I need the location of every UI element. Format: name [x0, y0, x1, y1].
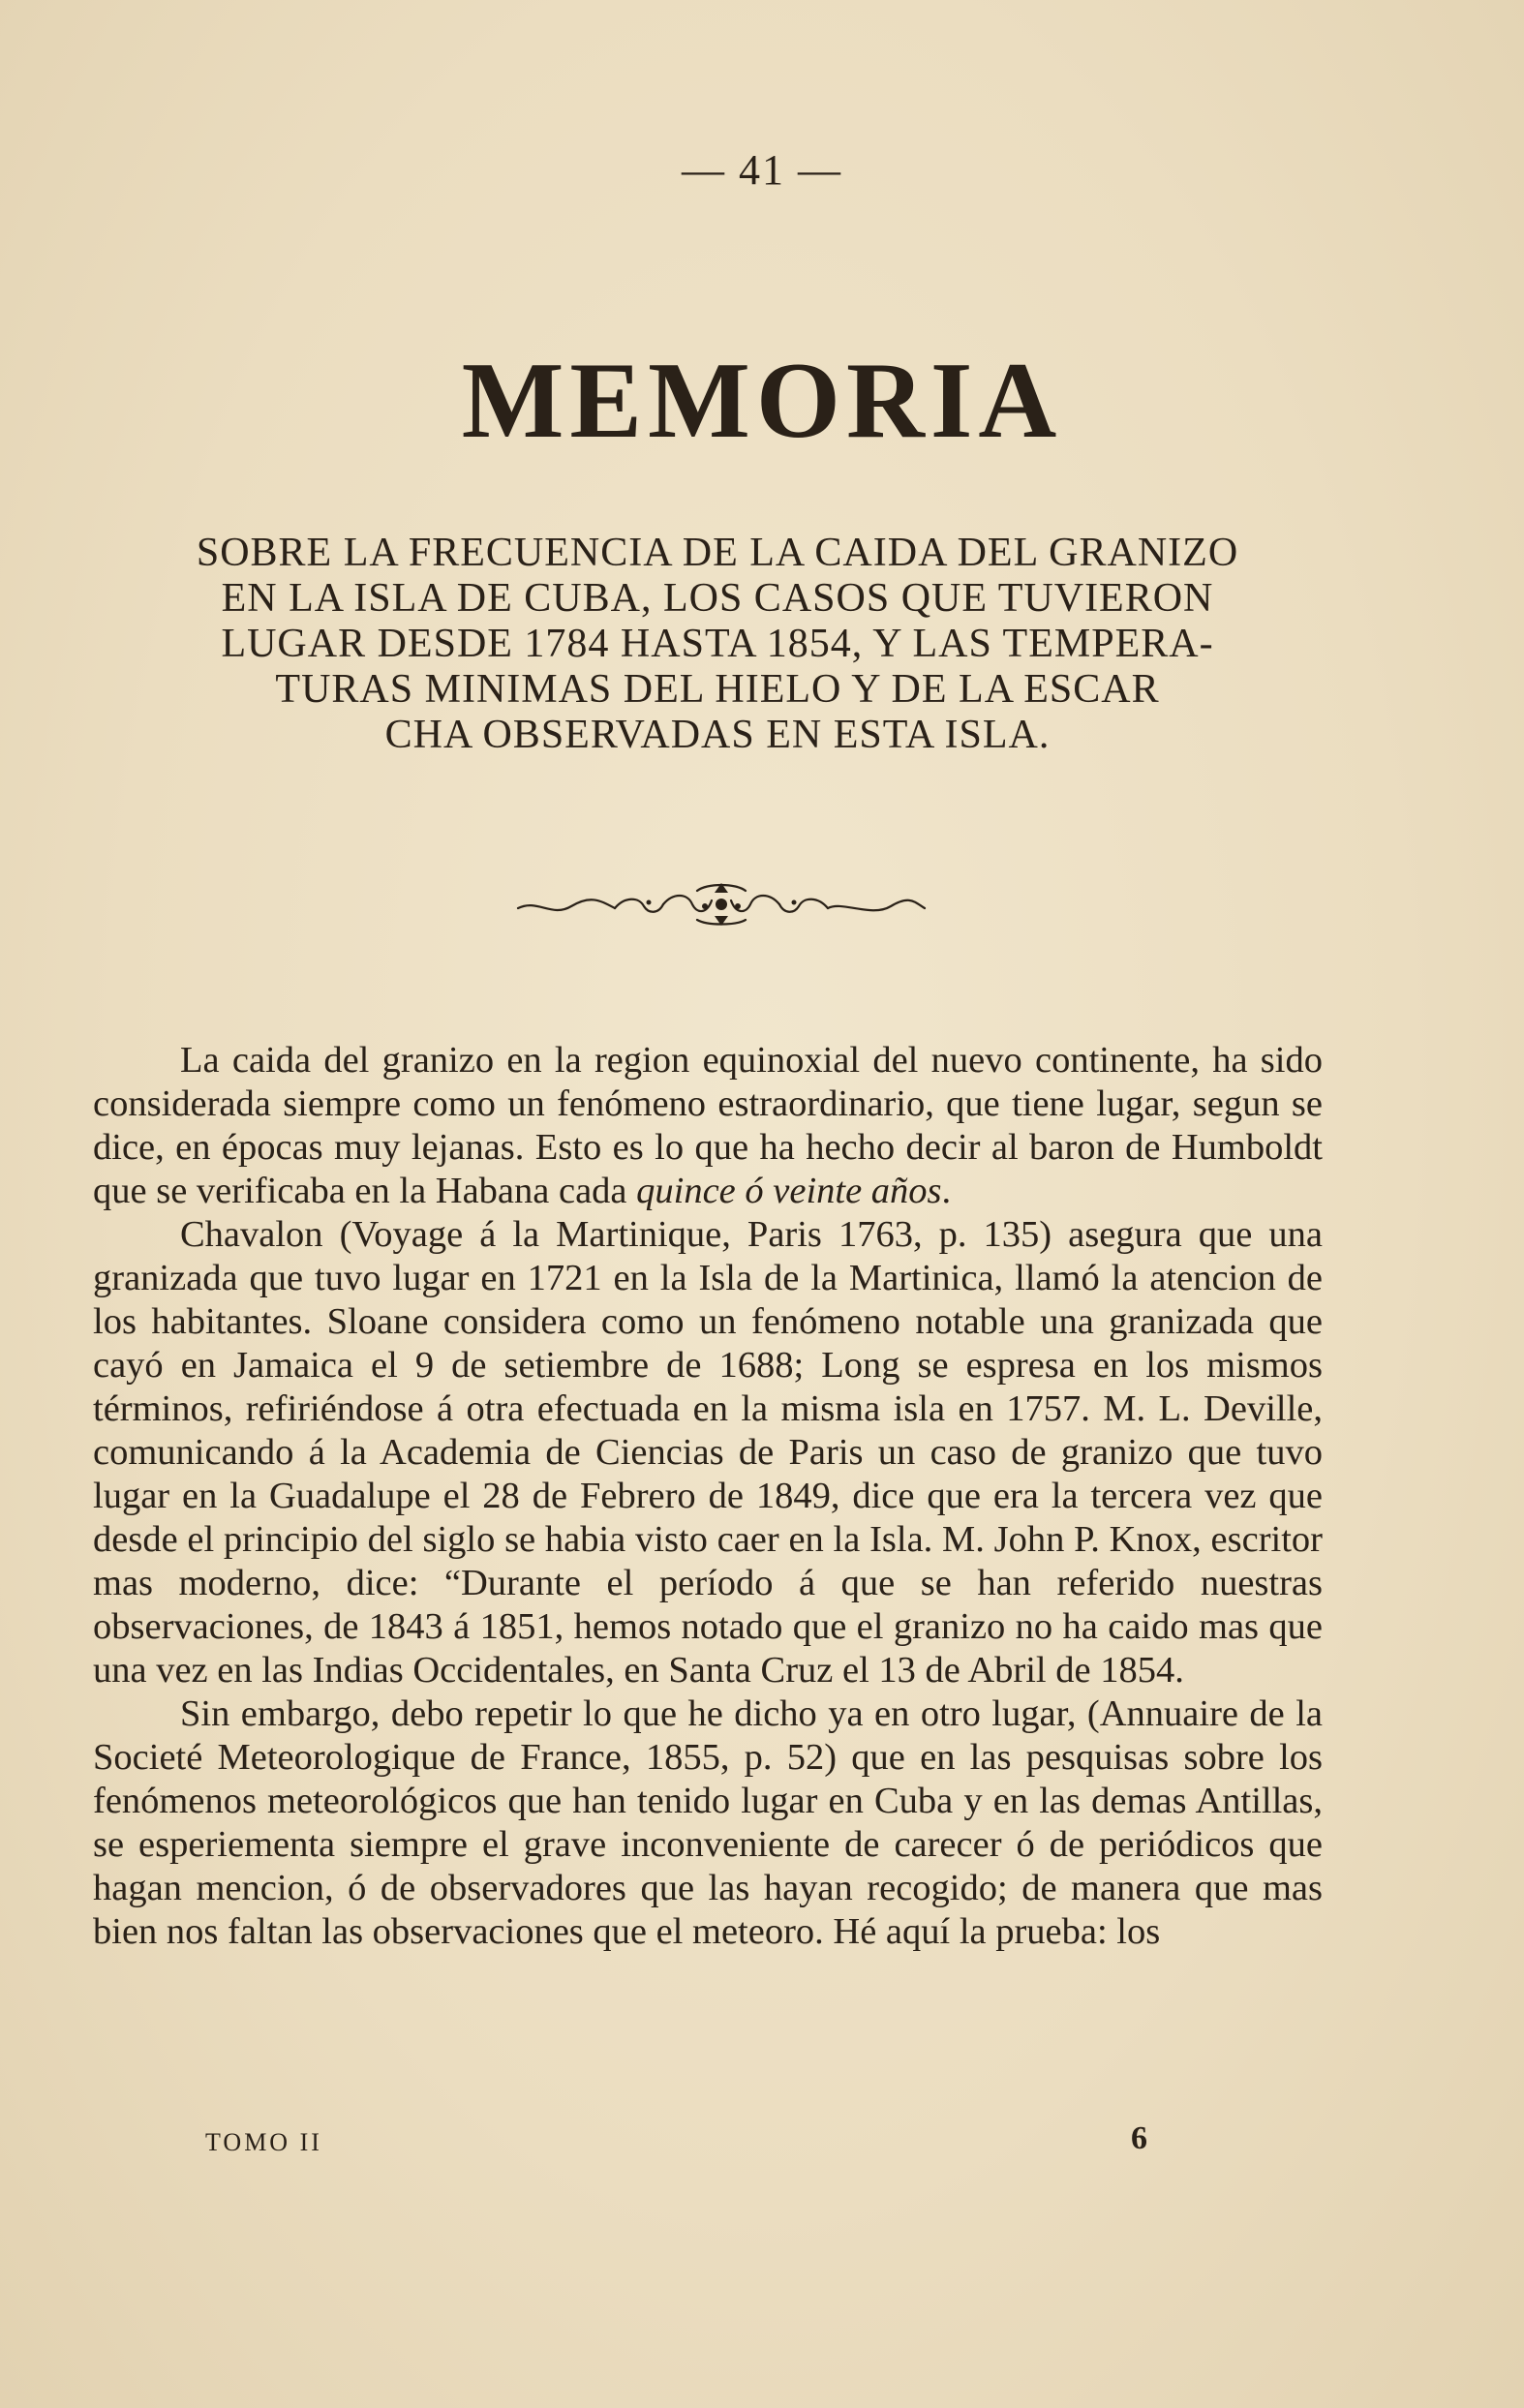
subtitle-line: CHA OBSERVADAS EN ESTA ISLA.: [384, 713, 1051, 757]
subtitle-line: LUGAR DESDE 1784 HASTA 1854, Y LAS TEMPERA-: [221, 622, 1214, 666]
subtitle-line: TURAS MINIMAS DEL HIELO Y DE LA ESCAR: [275, 667, 1160, 712]
body-text: [93, 1039, 1323, 1954]
subtitle-line: SOBRE LA FRECUENCIA DE LA CAIDA DEL GRANIZO: [196, 531, 1239, 575]
paragraph: [93, 1039, 1323, 1213]
signature-mark: 6: [1131, 2120, 1147, 2156]
emphasis-text: quince ó veinte años: [636, 1171, 942, 1211]
paragraph: Chavalon (Voyage á la Martinique, Paris 1763, p. 135) asegura que una granizada que tuvo lugar en 1721 en la Isla de la Martinica, llamó la atencion de los habitantes. Sloane considera como un fenómeno notable una granizada que cayó en Jamaica el 9 de setiembre de 1688; Long se espresa en los mismos términos, refiriéndose á otra efectuada en la misma isla en 1757. M. L. Deville, comunicando á la Academia de Ciencias de Paris un caso de granizo que tuvo lugar en la Guadalupe el 28 de Febrero de 1849, dice que era la tercera vez que desde el principio del siglo se habia visto caer en la Isla. M. John P. Knox, escritor mas moderno, dice: “Durante el período á que se han referido nuestras observaciones, de 1843 á 1851, hemos notado que el granizo no ha caido mas que una vez en las Indias Occidentales, en Santa Cruz el 13 de Abril de 1854.: [93, 1214, 1323, 1691]
page-number: — 41 —: [682, 146, 842, 194]
paragraph-text: .: [941, 1171, 952, 1211]
paragraph-text: La caida del granizo en la region equinoxial del nuevo continente, ha sido considerada siempre como un fenómeno estraordinario, que tiene lugar, segun se dice, en épocas muy lejanas. Esto es lo que ha hecho decir al baron de Humboldt que se verificaba en la Habana cada: [93, 1040, 1323, 1211]
page-title: MEMORIA: [461, 341, 1063, 461]
paragraph: Sin embargo, debo repetir lo que he dicho ya en otro lugar, (Annuaire de la Societé Meteorologique de France, 1855, p. 52) que en las pesquisas sobre los fenómenos meteorológicos que han tenido lugar en Cuba y en las demas Antillas, se esperiementa siempre el grave inconveniente de carecer ó de periódicos que hagan mencion, ó de observadores que las hayan recogido; de manera que mas bien nos faltan las observaciones que el meteoro. Hé aquí la prueba: los: [93, 1693, 1323, 1952]
subtitle-line: EN LA ISLA DE CUBA, LOS CASOS QUE TUVIERON: [221, 576, 1214, 621]
subtitle: [93, 531, 1342, 758]
volume-label: TOMO II: [205, 2128, 322, 2156]
ornament-divider: [513, 879, 930, 928]
